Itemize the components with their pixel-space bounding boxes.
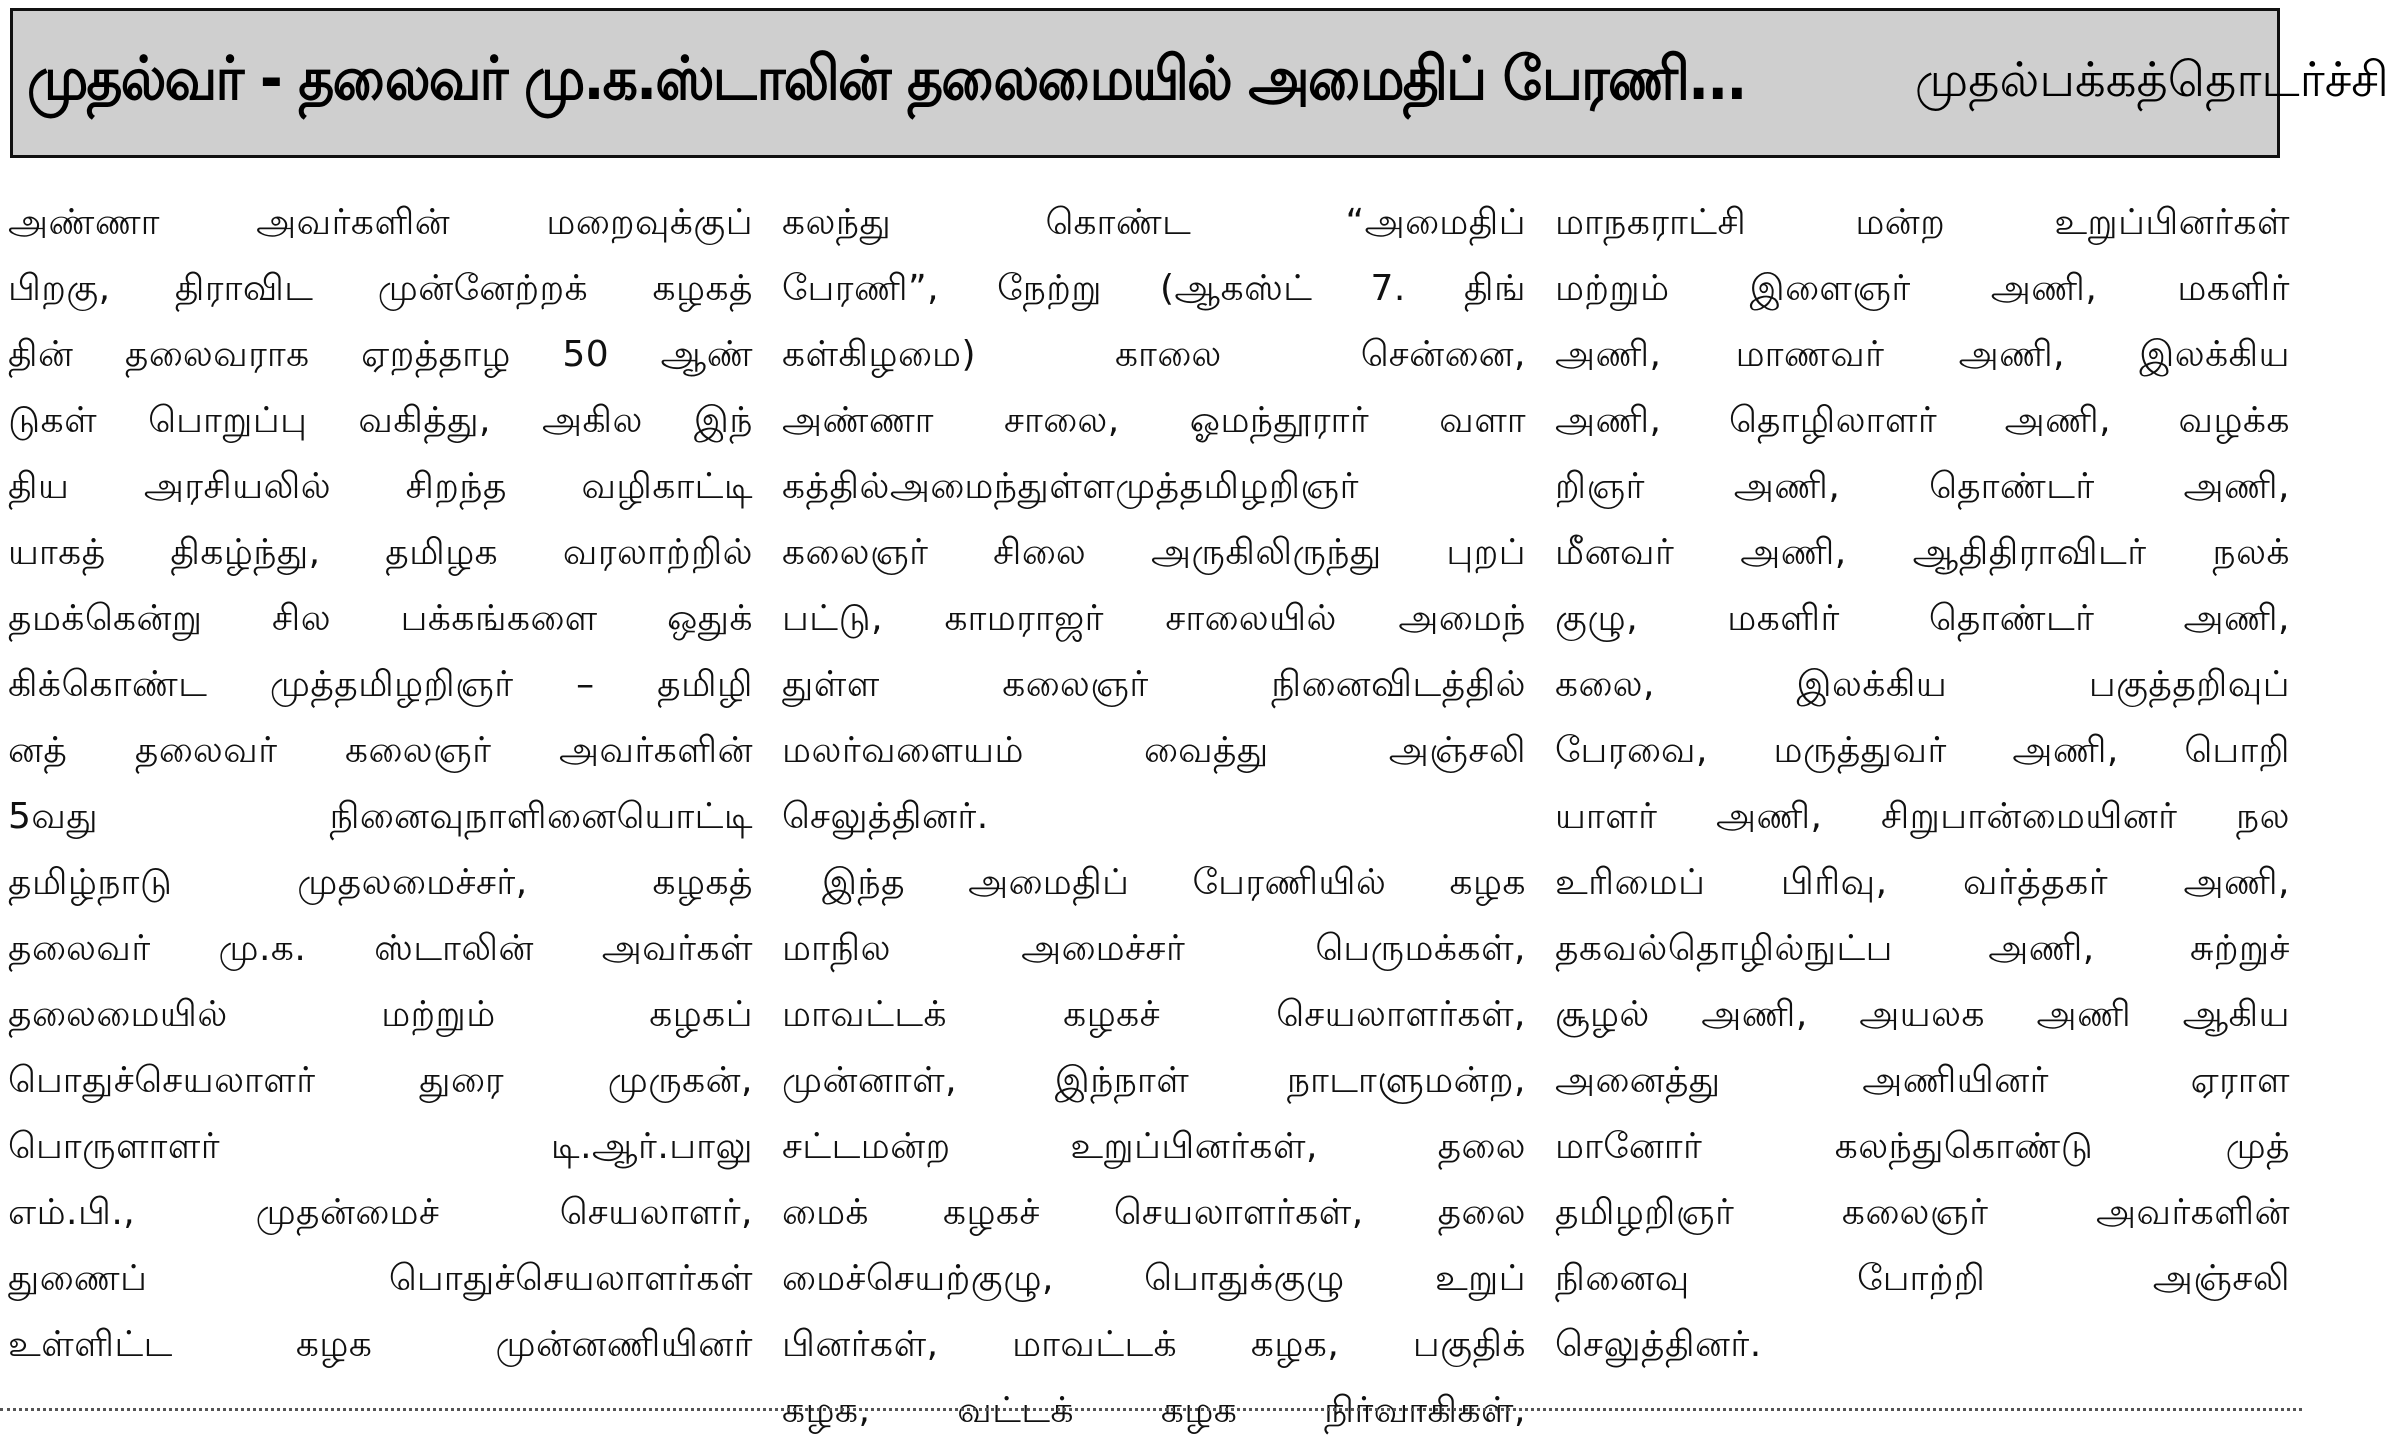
headline-banner [10,8,2389,158]
text-line: செலுத்தினர். [782,796,989,837]
text-line: எம்.பி., முதன்மைச் செயலாளர், [8,1192,753,1233]
text-line: சட்டமன்ற உறுப்பினர்கள், தலை [782,1126,1526,1167]
text-line: சூழல் அணி, அயலக அணி ஆகிய [1555,994,2290,1035]
text-line: கலை, இலக்கிய பகுத்தறிவுப் [1555,664,2290,705]
text-line: திய அரசியலில் சிறந்த வழிகாட்டி [8,466,753,507]
text-line: தமக்கென்று சில பக்கங்களை ஒதுக் [8,598,753,639]
text-line: துள்ள கலைஞர் நினைவிடத்தில் [782,664,1526,705]
text-line: பொதுச்செயலாளர் துரை முருகன், [8,1060,753,1101]
text-line: 5வது நினைவுநாளினையொட்டி [8,796,753,837]
text-line: மானோர் கலந்துகொண்டு முத் [1555,1126,2290,1167]
text-line: யாகத் திகழ்ந்து, தமிழக வரலாற்றில் [8,532,753,573]
text-line: கலைஞர் சிலை அருகிலிருந்து புறப் [782,532,1526,573]
article-body [0,190,2302,1431]
text-line: அண்ணா சாலை, ஓமந்தூரார் வளா [782,400,1526,441]
text-line: தமிழ்நாடு முதலமைச்சர், கழகத் [8,862,753,903]
text-line: மைச்செயற்குழு, பொதுக்குழு உறுப் [782,1258,1526,1299]
text-line: தின் தலைவராக ஏறத்தாழ 50 ஆண் [8,334,753,375]
text-line: கழக, வட்டக் கழக நிர்வாகிகள், [782,1390,1526,1431]
text-line: மற்றும் இளைஞர் அணி, மகளிர் [1555,268,2290,309]
article-column-3 [1555,190,2290,1405]
article-column-1 [8,190,753,1405]
article-column-2 [782,190,1526,1431]
text-line: உள்ளிட்ட கழக முன்னணியினர் [8,1324,753,1365]
text-line: மாவட்டக் கழகச் செயலாளர்கள், [782,994,1526,1035]
headline-continuation-label: முதல்பக்கத்தொடர்ச்சி [1914,52,2389,108]
text-line: முன்னாள், இந்நாள் நாடாளுமன்ற, [782,1060,1526,1101]
text-line: மலர்வளையம் வைத்து அஞ்சலி [782,730,1526,771]
text-line: மீனவர் அணி, ஆதிதிராவிடர் நலக் [1555,532,2290,573]
paragraph-start-line: இந்த அமைதிப் பேரணியில் கழக [822,862,1526,903]
text-line: பட்டு, காமராஜர் சாலையில் அமைந் [782,598,1526,639]
text-line: தமிழறிஞர் கலைஞர் அவர்களின் [1555,1192,2290,1233]
text-line: மாநகராட்சி மன்ற உறுப்பினர்கள் [1555,202,2290,243]
text-line: பினர்கள், மாவட்டக் கழக, பகுதிக் [782,1324,1526,1365]
text-line: பேரணி”, நேற்று (ஆகஸ்ட் 7. திங் [782,268,1526,309]
text-line: டுகள் பொறுப்பு வகித்து, அகில இந் [8,400,753,441]
text-line: யாளர் அணி, சிறுபான்மையினர் நல [1555,796,2290,837]
text-line: தகவல்தொழில்நுட்ப அணி, சுற்றுச் [1555,928,2290,969]
text-line: பொருளாளர் டி.ஆர்.பாலு [8,1126,753,1167]
headline-title: முதல்வர் - தலைவர் மு.க.ஸ்டாலின் தலைமையில் அமைதிப் பேரணி... [27,44,1746,114]
text-line: மாநில அமைச்சர் பெருமக்கள், [782,928,1526,969]
text-line: குழு, மகளிர் தொண்டர் அணி, [1555,598,2290,639]
text-line: அனைத்து அணியினர் ஏராள [1555,1060,2290,1101]
text-line: மைக் கழகச் செயலாளர்கள், தலை [782,1192,1526,1233]
text-line: செலுத்தினர். [1555,1324,1762,1365]
text-line: தலைவர் மு.க. ஸ்டாலின் அவர்கள் [8,928,753,969]
text-line: அணி, மாணவர் அணி, இலக்கிய [1555,334,2290,375]
text-line: கலந்து கொண்ட “அமைதிப் [782,202,1526,243]
text-line: அணி, தொழிலாளர் அணி, வழக்க [1555,400,2290,441]
text-line: பிறகு, திராவிட முன்னேற்றக் கழகத் [8,268,753,309]
text-line: கத்தில்அமைந்துள்ளமுத்தமிழறிஞர் [782,466,1359,507]
text-line: உரிமைப் பிரிவு, வர்த்தகர் அணி, [1555,862,2290,903]
text-line: பேரவை, மருத்துவர் அணி, பொறி [1555,730,2290,771]
text-line: கள்கிழமை) காலை சென்னை, [782,334,1526,375]
text-line: துணைப் பொதுச்செயலாளர்கள் [8,1258,753,1299]
text-line: னத் தலைவர் கலைஞர் அவர்களின் [8,730,753,771]
bottom-divider [0,1408,2302,1411]
text-line: தலைமையில் மற்றும் கழகப் [8,994,753,1035]
text-line: அண்ணா அவர்களின் மறைவுக்குப் [8,202,753,243]
text-line: நினைவு போற்றி அஞ்சலி [1555,1258,2290,1299]
text-line: கிக்கொண்ட முத்தமிழறிஞர் – தமிழி [8,664,753,705]
text-line: றிஞர் அணி, தொண்டர் அணி, [1555,466,2290,507]
